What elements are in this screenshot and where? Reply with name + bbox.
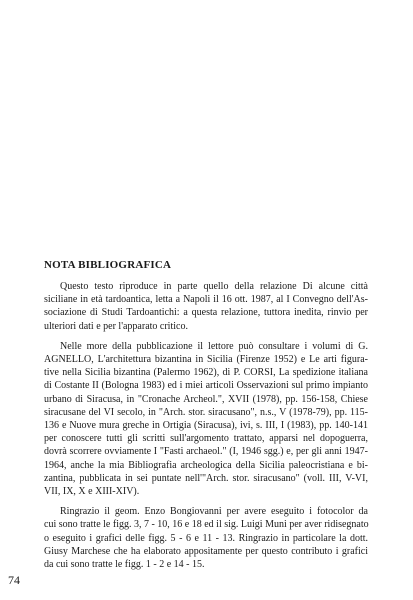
text-line: o eseguito i grafici delle figg. 5 - 6 e 11 - 13. Ringrazio in particolare la dott. bbox=[44, 532, 368, 544]
text-line: di Costante II (Bologna 1983) ed i miei articoli Osservazioni sul primo impianto bbox=[44, 380, 368, 392]
body-text bbox=[44, 280, 368, 571]
text-line: Questo testo riproduce in parte quello della relazione Di alcune città bbox=[60, 281, 368, 292]
text-line: zantina, pubblicata in sei puntate nell'"Arch. stor. siracusano" (voll. III, V-VI, bbox=[44, 472, 368, 484]
text-line: urbano di Siracusa, in "Cronache Archeol.", XVII (1978), pp. 156-158, Chiese bbox=[44, 393, 368, 405]
text-line: Giusy Marchese che ha elaborato appositamente per questo contributo i grafici bbox=[44, 545, 368, 557]
text-line: cui sono tratte le figg. 3, 7 - 10, 16 e 18 ed il sig. Luigi Muni per aver ridisegnato bbox=[44, 519, 369, 531]
text-line: da cui sono tratte le figg. 1 - 2 e 14 - 15. bbox=[44, 559, 205, 571]
text-line: sociazione di Studi Tardoantichi: a questa relazione, tuttora inedita, rinvio per bbox=[44, 307, 368, 319]
text-line: ulteriori dati e per l'apparato critico. bbox=[44, 320, 188, 332]
text-line: tive nella Sicilia bizantina (Palermo 1962), di P. CORSI, La spedizione italiana bbox=[44, 367, 368, 379]
text-line: 1964, anche la mia Bibliografia archeologica della Sicilia paleocristiana e bi- bbox=[44, 459, 368, 471]
paragraph-2 bbox=[44, 340, 368, 498]
text-line: siciliane in età tardoantica, letta a Napoli il 16 ott. 1987, al I Convegno dell'As- bbox=[44, 294, 368, 306]
paragraph-3 bbox=[44, 505, 368, 571]
text-line: dovrà scorrere ovviamente I "Fasti archaeol." (I, 1946 sgg.) e, per gli anni 1947- bbox=[44, 446, 368, 458]
paragraph-1 bbox=[44, 280, 368, 333]
text-line: Nelle more della pubblicazione il lettore può consultare i volumi di G. bbox=[60, 340, 368, 352]
page-number: 74 bbox=[8, 573, 20, 587]
text-line: Ringrazio il geom. Enzo Bongiovanni per avere eseguito i fotocolor da bbox=[60, 506, 368, 518]
text-line: VII, IX, X e XIII-XIV). bbox=[44, 486, 140, 498]
text-line: per conoscere tutti gli scritti sull'argomento trattato, apparsi nel dopoguerra, bbox=[44, 433, 368, 445]
text-line: siracusane del VI secolo, in "Arch. stor. siracusano", n.s., V (1978-79), pp. 115- bbox=[44, 406, 368, 418]
text-line: 136 e Nuove mura greche in Ortigia (Siracusa), ivi, s. III, I (1983), pp. 140-141 bbox=[44, 420, 368, 432]
section-heading: NOTA BIBLIOGRAFICA bbox=[44, 259, 172, 271]
text-line: AGNELLO, L'architettura bizantina in Sicilia (Firenze 1952) e Le arti figura- bbox=[44, 354, 368, 366]
